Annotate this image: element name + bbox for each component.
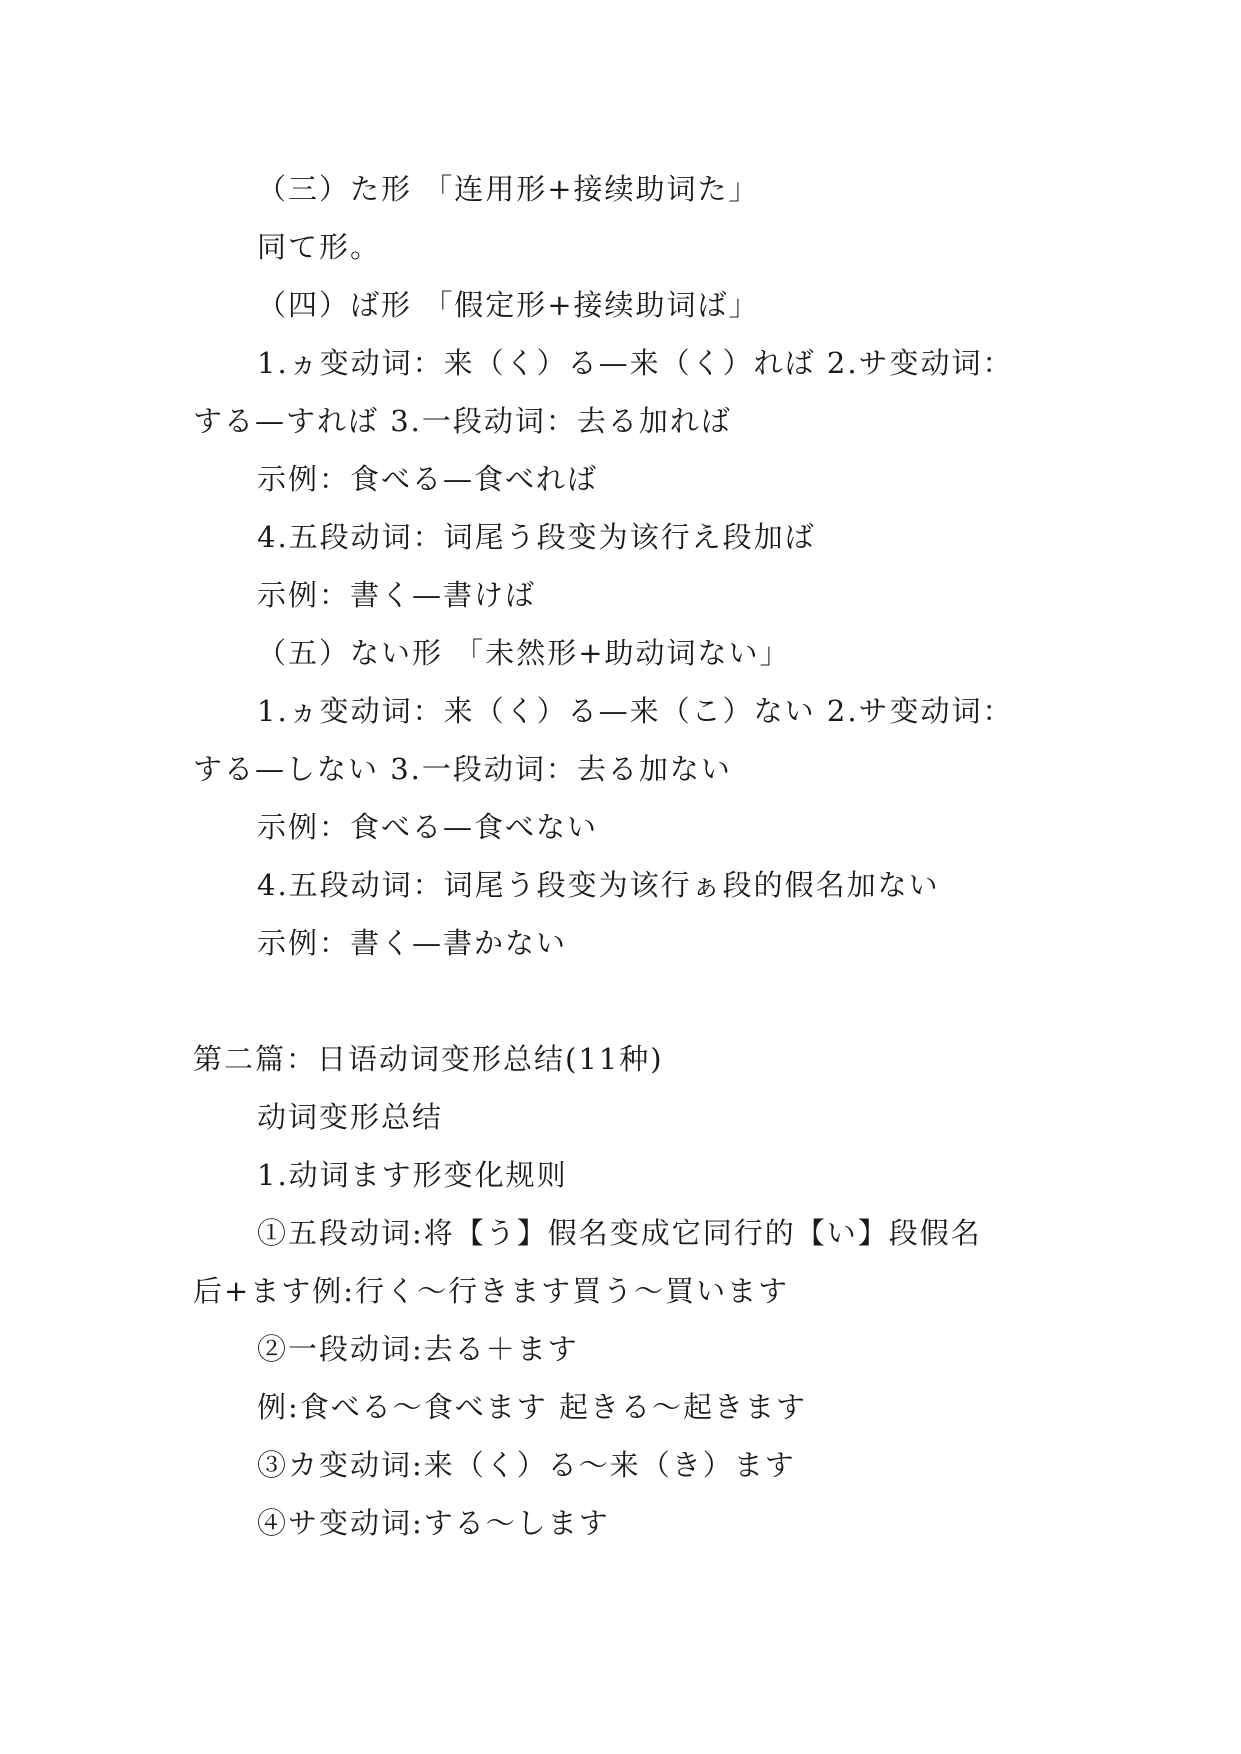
masu-rule-2-example: 例:食べる～食べます 起きる～起きます [257, 1390, 807, 1424]
ba-rule-4: 4.五段动词：词尾う段变为该行え段加ば [257, 520, 816, 554]
ba-example-1: 示例：食べる—食べれば [257, 462, 599, 496]
nai-example-2: 示例：書く—書かない [257, 926, 568, 960]
ba-rule-line-2: する—すれば 3.一段动词：去る加れば [193, 404, 732, 438]
document-body [193, 160, 1073, 1552]
nai-form-heading: （五）ない形 「未然形+助动词ない」 [257, 636, 791, 670]
nai-rule-4: 4.五段动词：词尾う段变为该行ぁ段的假名加ない [257, 868, 940, 902]
masu-form-heading: 1.动词ます形变化规则 [257, 1158, 568, 1192]
ba-form-heading: （四）ば形 「假定形+接续助词ば」 [257, 288, 760, 322]
nai-example-1: 示例：食べる—食べない [257, 810, 599, 844]
masu-rule-4: ④サ变动词:する～します [257, 1506, 610, 1540]
ta-form-description: 同て形。 [257, 230, 382, 264]
ba-example-2: 示例：書く—書けば [257, 578, 537, 612]
masu-rule-1-line-2: 后+ます例:行く～行きます買う～買います [193, 1274, 790, 1308]
nai-rule-line-2: する—しない 3.一段动词：去る加ない [193, 752, 732, 786]
masu-rule-3: ③カ变动词:来（く）る～来（き）ます [257, 1448, 796, 1482]
section-spacer [193, 972, 1073, 1030]
ba-rule-line-1: 1.ヵ变动词：来（く）る—来（く）れば 2.サ变动词： [257, 346, 1014, 380]
section-2-subtitle: 动词变形总结 [257, 1100, 444, 1134]
section-2-title: 第二篇：日语动词变形总结(11种) [193, 1042, 664, 1076]
ta-form-heading: （三）た形 「连用形+接续助词た」 [257, 172, 760, 206]
masu-rule-1-line-1: ①五段动词:将【う】假名变成它同行的【い】段假名 [257, 1216, 982, 1250]
nai-rule-line-1: 1.ヵ变动词：来（く）る—来（こ）ない 2.サ变动词： [257, 694, 1014, 728]
masu-rule-2: ②一段动词:去る＋ます [257, 1332, 579, 1366]
